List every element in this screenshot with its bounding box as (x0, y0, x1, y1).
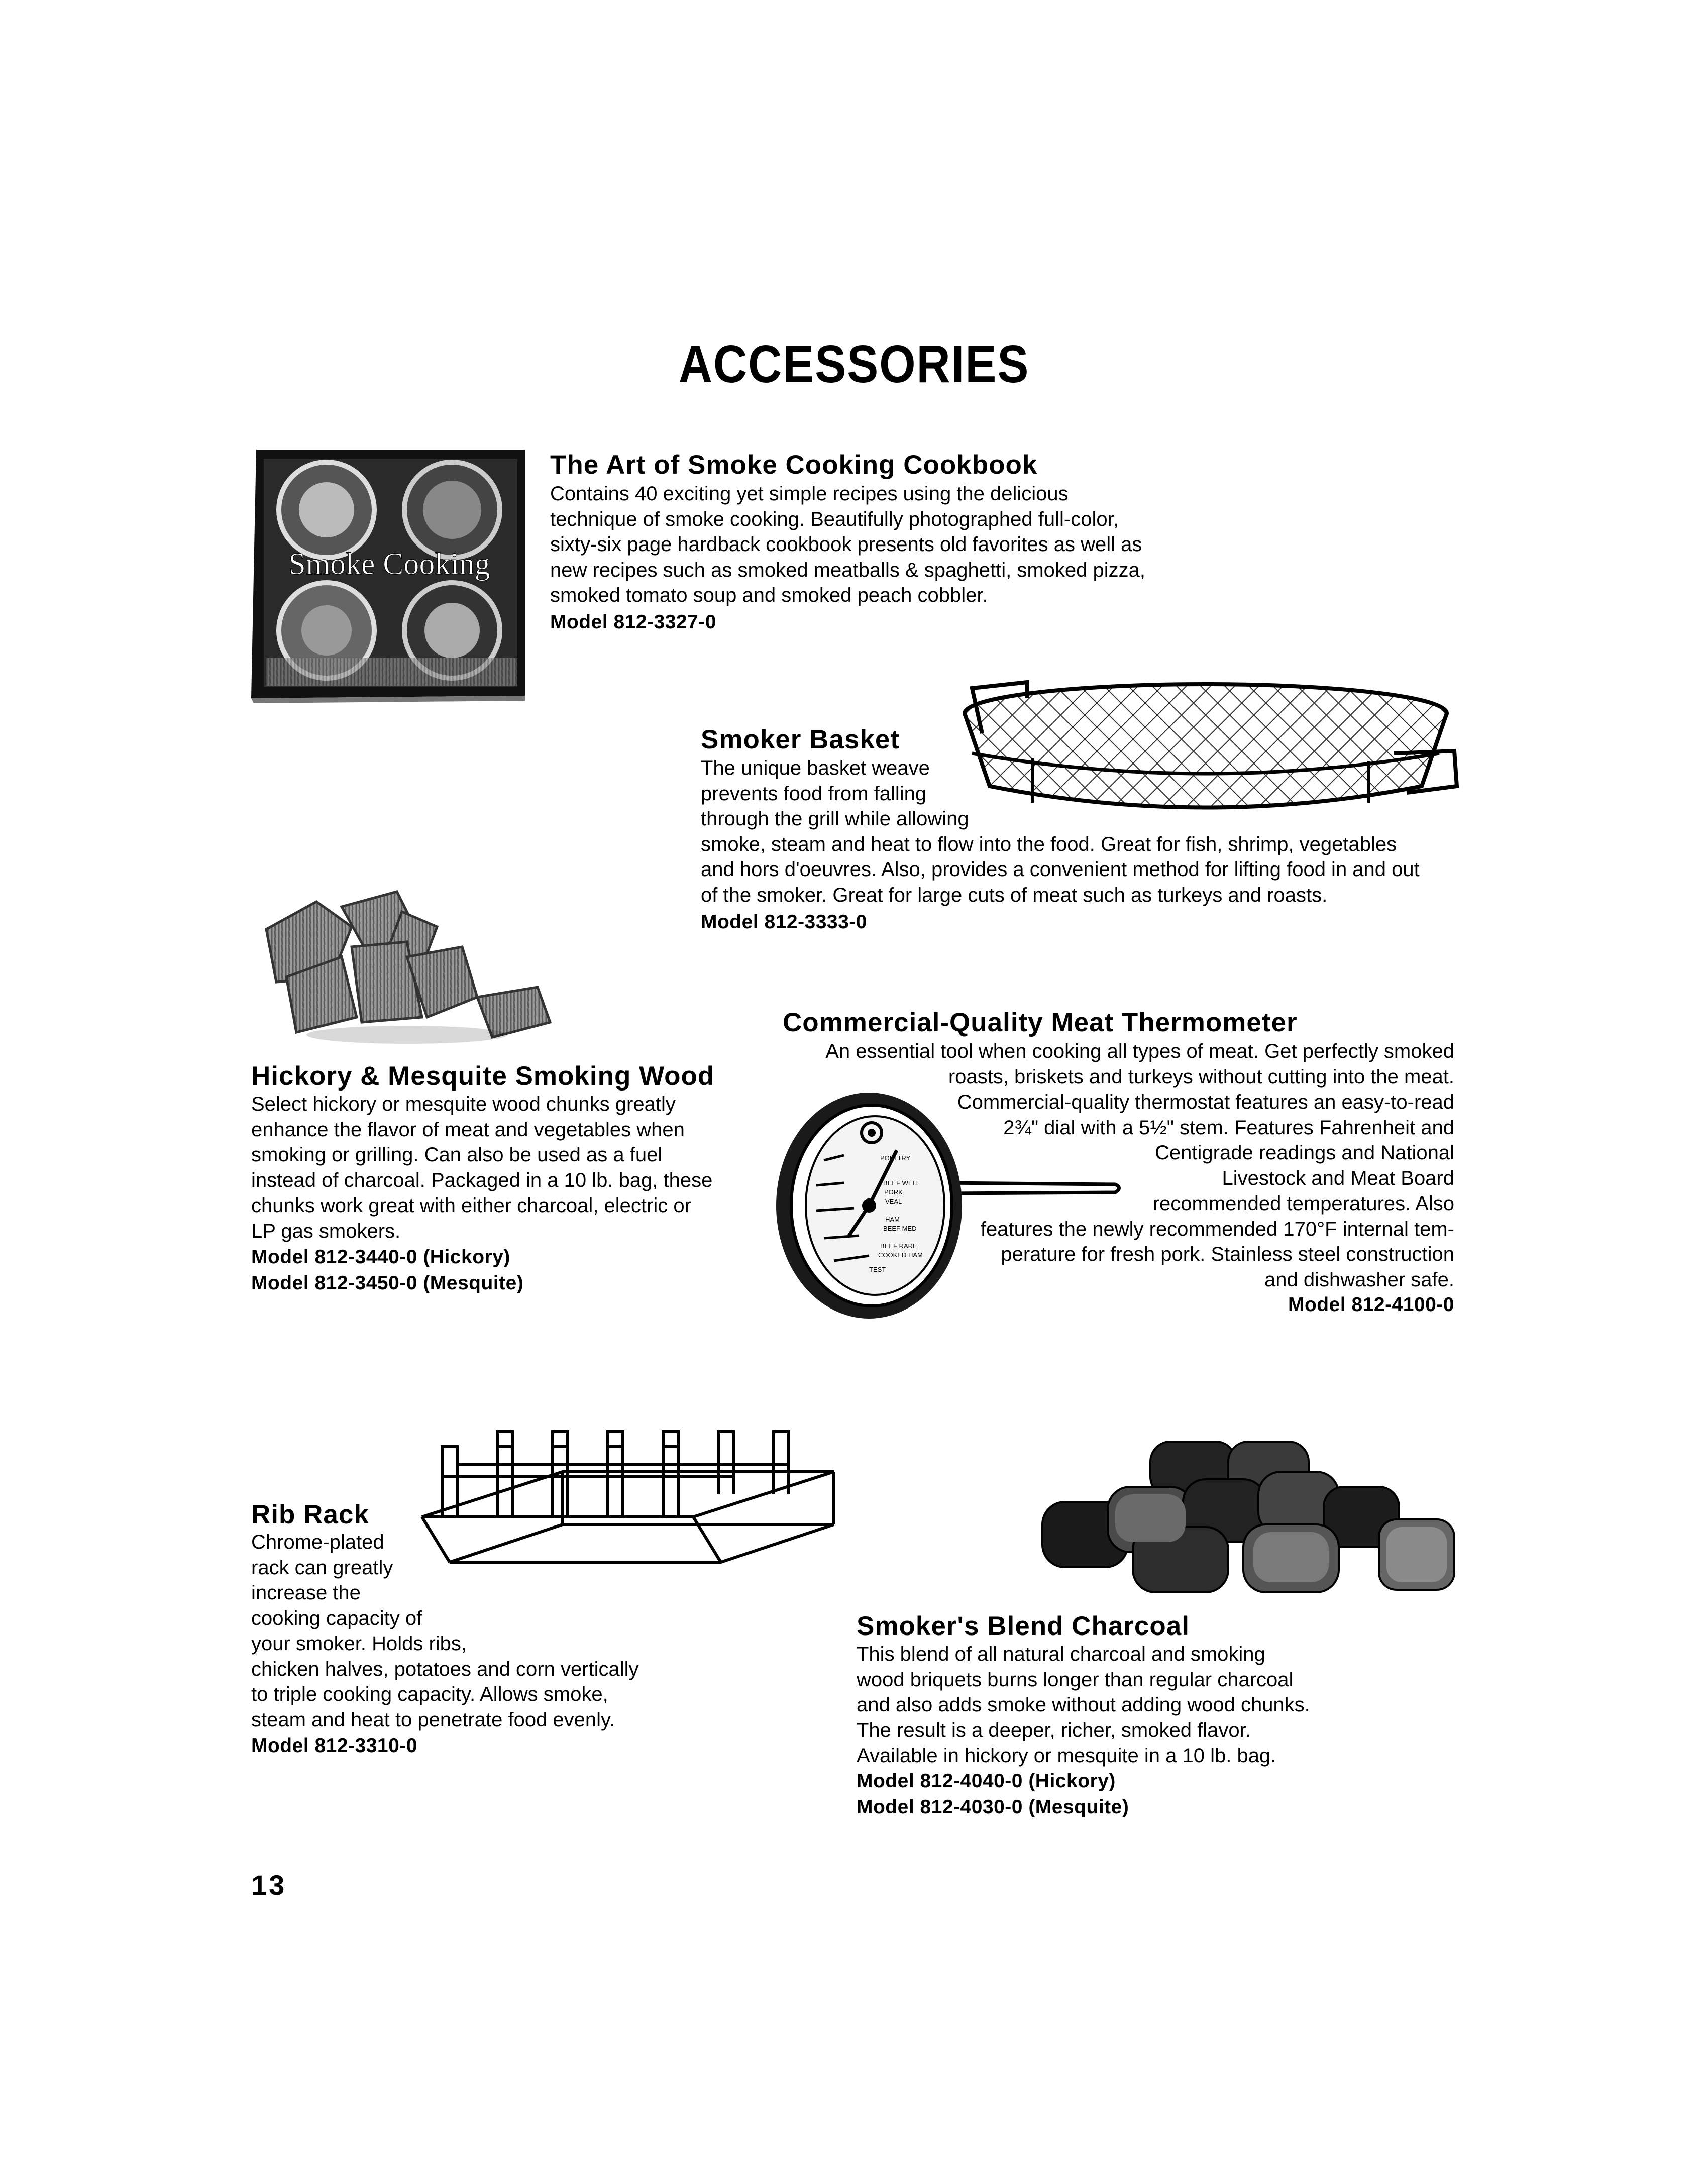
text-line: Contains 40 exciting yet simple recipes using the delicious (550, 483, 1069, 505)
dial-label: BEEF WELL (883, 1179, 920, 1187)
smoker-basket-title: Smoker Basket (701, 725, 900, 754)
smoker-basket-description (701, 755, 1420, 908)
dial-label: COOKED HAM (878, 1251, 923, 1259)
cookbook-title: The Art of Smoke Cooking Cookbook (550, 450, 1038, 480)
charcoal-description (857, 1642, 1310, 1769)
charcoal-image (1032, 1432, 1464, 1602)
text-line: LP gas smokers. (251, 1220, 401, 1242)
page-title: ACCESSORIES (678, 335, 1030, 394)
text-line: prevents food from falling (701, 782, 927, 805)
text-line: Commercial-quality thermostat features an easy-to-read (957, 1091, 1454, 1113)
rib-rack-title: Rib Rack (251, 1500, 369, 1530)
dial-label: HAM (885, 1216, 900, 1223)
cookbook-model: Model 812-3327-0 (550, 611, 716, 633)
dial-label: POULTRY (880, 1154, 911, 1162)
text-line: roasts, briskets and turkeys without cutting into the meat. (948, 1065, 1454, 1088)
text-line: smoking or grilling. Can also be used as a fuel (251, 1144, 663, 1166)
text-line: Available in hickory or mesquite in a 10 lb. bag. (857, 1745, 1276, 1767)
text-line: steam and heat to penetrate food evenly. (251, 1708, 615, 1731)
thermometer-image (769, 1085, 1130, 1324)
thermometer-model: Model 812-4100-0 (1288, 1294, 1454, 1316)
cookbook-cover-title: Smoke Cooking (288, 547, 490, 581)
charcoal-models (857, 1768, 1129, 1820)
model-number: Model 812-3440-0 (Hickory) (251, 1246, 510, 1268)
dial-label: VEAL (885, 1197, 902, 1205)
cookbook-image (251, 445, 532, 703)
model-number: Model 812-4040-0 (Hickory) (857, 1770, 1116, 1792)
text-line: The unique basket weave (701, 757, 930, 779)
text-line: and hors d'oeuvres. Also, provides a convenient method for lifting food in and out (701, 858, 1420, 881)
text-line: smoke, steam and heat to flow into the food. Great for fish, shrimp, vegetables (701, 833, 1397, 855)
charcoal-title: Smoker's Blend Charcoal (857, 1611, 1190, 1641)
text-line: chicken halves, potatoes and corn vertically (251, 1658, 639, 1680)
smoker-basket-model: Model 812-3333-0 (701, 911, 867, 933)
text-line: perature for fresh pork. Stainless steel construction (1001, 1243, 1454, 1265)
smoking-wood-models (251, 1244, 523, 1296)
text-line: recommended temperatures. Also (1152, 1192, 1454, 1215)
model-number: Model 812-4030-0 (Mesquite) (857, 1796, 1129, 1818)
smoking-wood-title: Hickory & Mesquite Smoking Wood (251, 1061, 715, 1091)
dial-label: PORK (884, 1188, 903, 1196)
text-line: An essential tool when cooking all types of meat. Get perfectly smoked (825, 1040, 1454, 1062)
text-line: This blend of all natural charcoal and smoking (857, 1643, 1265, 1665)
thermometer-stem (942, 1183, 1119, 1193)
rib-rack-model: Model 812-3310-0 (251, 1735, 417, 1757)
dial-label: TEST (869, 1266, 886, 1273)
text-line: sixty-six page hardback cookbook presents old favorites as well as (550, 533, 1142, 556)
text-line: and dishwasher safe. (1264, 1268, 1454, 1291)
text-line: Select hickory or mesquite wood chunks greatly (251, 1093, 676, 1115)
smoking-wood-description (251, 1092, 712, 1244)
text-line: increase the (251, 1582, 361, 1604)
text-line: and also adds smoke without adding wood chunks. (857, 1694, 1310, 1716)
text-line: 2¾" dial with a 5½" stem. Features Fahrenheit and (1003, 1116, 1454, 1139)
text-line: new recipes such as smoked meatballs & spaghetti, smoked pizza, (550, 559, 1146, 581)
dial-label: BEEF MED (883, 1225, 917, 1232)
text-line: Livestock and Meat Board (1222, 1167, 1454, 1189)
text-line: Centigrade readings and National (1155, 1142, 1454, 1164)
text-line: Chrome-plated (251, 1531, 384, 1553)
cookbook-description (550, 481, 1145, 608)
text-line: features the newly recommended 170°F internal tem- (980, 1218, 1454, 1240)
text-line: to triple cooking capacity. Allows smoke, (251, 1683, 608, 1705)
text-line: your smoker. Holds ribs, (251, 1632, 467, 1655)
text-line: wood briquets burns longer than regular charcoal (857, 1668, 1294, 1691)
dial-label: BEEF RARE (880, 1242, 917, 1250)
page-number: 13 (251, 1869, 287, 1901)
thermometer-title: Commercial-Quality Meat Thermometer (783, 1008, 1298, 1037)
rib-rack-description (251, 1530, 639, 1732)
model-number: Model 812-3450-0 (Mesquite) (251, 1272, 524, 1294)
text-line: The result is a deeper, richer, smoked flavor. (857, 1719, 1251, 1741)
text-line: enhance the flavor of meat and vegetables when (251, 1118, 685, 1141)
text-line: instead of charcoal. Packaged in a 10 lb. bag, these (251, 1169, 713, 1191)
text-line: rack can greatly (251, 1556, 393, 1579)
text-line: through the grill while allowing (701, 808, 969, 830)
text-line: smoked tomato soup and smoked peach cobbler. (550, 584, 988, 606)
smoking-wood-image (256, 882, 560, 1047)
text-line: chunks work great with either charcoal, electric or (251, 1194, 691, 1217)
text-line: of the smoker. Great for large cuts of meat such as turkeys and roasts. (701, 884, 1328, 906)
text-line: technique of smoke cooking. Beautifully photographed full-color, (550, 508, 1119, 530)
text-line: cooking capacity of (251, 1607, 422, 1629)
